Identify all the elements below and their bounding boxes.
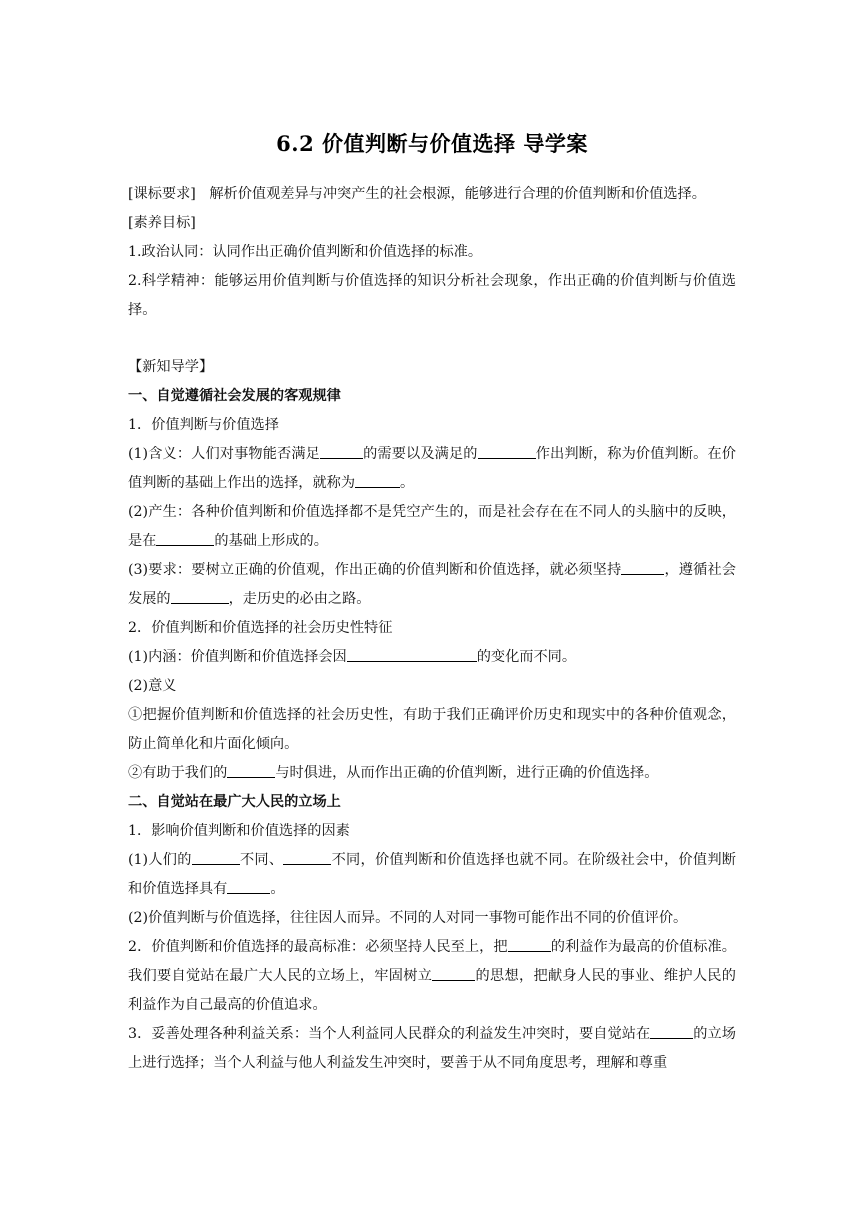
text-run: 2．价值判断和价值选择的最高标准：必须坚持人民至上，把 xyxy=(128,939,508,955)
paragraph-significance-2 xyxy=(128,759,736,788)
fill-blank[interactable] xyxy=(621,560,664,575)
fill-blank[interactable] xyxy=(227,763,275,778)
text-run: 。 xyxy=(400,475,415,491)
paragraph-connotation xyxy=(128,643,736,672)
fill-blank[interactable] xyxy=(283,850,331,865)
paragraph-interest-relations xyxy=(128,1020,736,1078)
section-1-sub-1: 1．价值判断与价值选择 xyxy=(128,417,279,433)
text-run: ，走历史的必由之路。 xyxy=(228,591,371,607)
text-run: 的思想，把献身人民的事业、维护人民的利益作为自己最高的价值追求。 xyxy=(128,968,736,1013)
paragraph-significance: (2)意义 xyxy=(128,678,177,694)
text-run: (1)内涵：价值判断和价值选择会因 xyxy=(128,649,347,665)
section-2-sub-1: 1．影响价值判断和价值选择的因素 xyxy=(128,823,350,839)
text-run: 与时俱进，从而作出正确的价值判断，进行正确的价值选择。 xyxy=(275,765,659,781)
fill-blank[interactable] xyxy=(320,444,363,459)
new-knowledge-heading: 【新知导学】 xyxy=(128,359,214,375)
paragraph-significance-1: ①把握价值判断和价值选择的社会历史性，有助于我们正确评价历史和现实中的各种价值观念，防止简单化和片面化倾向。 xyxy=(128,707,736,752)
text-run: 的变化而不同。 xyxy=(476,649,577,665)
fill-blank[interactable] xyxy=(156,531,214,546)
spacer xyxy=(128,325,736,353)
text-run: (1)含义：人们对事物能否满足 xyxy=(128,446,320,462)
fill-blank[interactable] xyxy=(432,966,475,981)
text-run: ，遵循社会发展的 xyxy=(128,562,736,607)
fill-blank[interactable] xyxy=(650,1024,693,1039)
page-title: 6.2 价值判断与价值选择 导学案 xyxy=(276,131,588,156)
fill-blank[interactable] xyxy=(508,937,551,952)
fill-blank[interactable] xyxy=(347,647,477,662)
literacy-item-1: 1.政治认同：认同作出正确价值判断和价值选择的标准。 xyxy=(128,244,483,260)
fill-blank[interactable] xyxy=(478,444,536,459)
text-run: 的需要以及满足的 xyxy=(362,446,478,462)
paragraph-individual: (2)价值判断与价值选择，往往因人而异。不同的人对同一事物可能作出不同的价值评价。 xyxy=(128,910,688,926)
text-run: 的利益作为最高的价值标准。我们要自觉站在最广大人民的立场上，牢固树立 xyxy=(128,939,736,984)
paragraph-factors xyxy=(128,846,736,904)
fill-blank[interactable] xyxy=(192,850,240,865)
paragraph-origin xyxy=(128,498,736,556)
text-run: (2)产生：各种价值判断和价值选择都不是凭空产生的，而是社会存在在不同人的头脑中的反映，是在 xyxy=(128,504,736,549)
text-run: (1)人们的 xyxy=(128,852,192,868)
text-run: 不同、 xyxy=(239,852,284,868)
section-1-sub-2: 2．价值判断和价值选择的社会历史性特征 xyxy=(128,620,393,636)
curriculum-requirement xyxy=(128,180,736,209)
text-run: 。 xyxy=(270,881,285,897)
text-run: 作出判断，称为价值判断。在价值判断的基础上作出的选择，就称为 xyxy=(128,446,736,491)
paragraph-meaning xyxy=(128,440,736,498)
text-run: 3．妥善处理各种利益关系：当个人利益同人民群众的利益发生冲突时，要自觉站在 xyxy=(128,1026,651,1042)
fill-blank[interactable] xyxy=(171,589,229,604)
text-run: ②有助于我们的 xyxy=(128,765,228,781)
document-body xyxy=(128,180,736,1078)
literacy-item-2: 2.科学精神：能够运用价值判断与价值选择的知识分析社会现象，作出正确的价值判断与价值选择。 xyxy=(128,273,736,318)
fill-blank[interactable] xyxy=(227,879,270,894)
section-2-heading: 二、自觉站在最广大人民的立场上 xyxy=(128,794,341,810)
text-run: 的立场上进行选择；当个人利益与他人利益发生冲突时，要善于从不同角度思考，理解和尊重 xyxy=(128,1026,736,1071)
curriculum-text: 解析价值观差异与冲突产生的社会根源，能够进行合理的价值判断和价值选择。 xyxy=(209,186,706,202)
text-run: 不同，价值判断和价值选择也就不同。在阶级社会中，价值判断和价值选择具有 xyxy=(128,852,736,897)
paragraph-requirement xyxy=(128,556,736,614)
curriculum-label: [课标要求] xyxy=(128,186,196,202)
literacy-label: [素养目标] xyxy=(128,215,196,231)
text-run: (3)要求：要树立正确的价值观，作出正确的价值判断和价值选择，就必须坚持 xyxy=(128,562,622,578)
text-run: 的基础上形成的。 xyxy=(214,533,328,549)
section-1-heading: 一、自觉遵循社会发展的客观规律 xyxy=(128,388,341,404)
fill-blank[interactable] xyxy=(355,473,400,488)
paragraph-highest-standard xyxy=(128,933,736,1020)
